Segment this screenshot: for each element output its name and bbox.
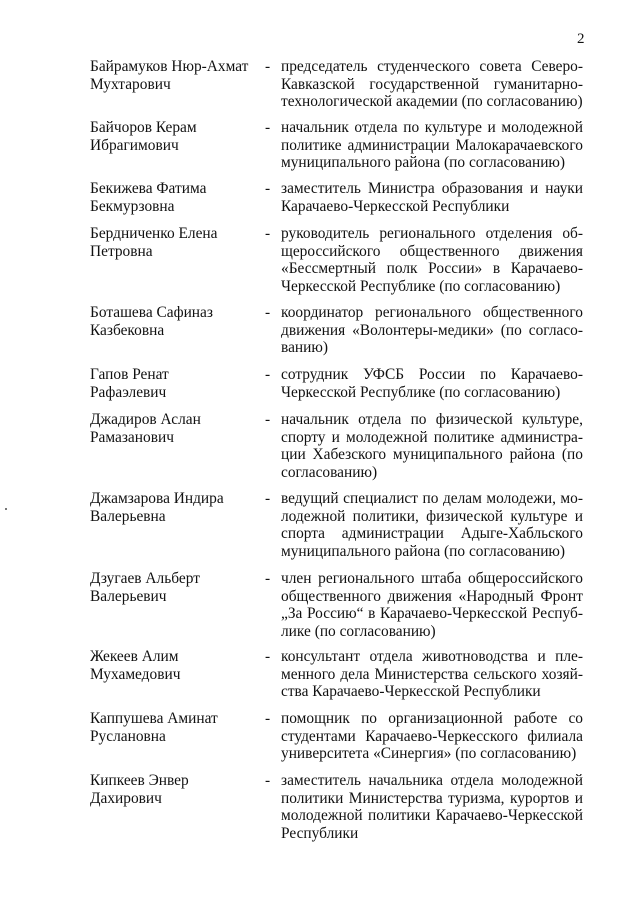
member-position-line: политики Министерства туризма, курортов и [281, 789, 583, 807]
member-name-line: Байчоров Керам [90, 119, 197, 136]
member-position-line: заместитель Министра образования и науки [281, 180, 583, 197]
entry-dash: - [265, 648, 271, 665]
member-position [281, 180, 583, 215]
member-position [281, 490, 583, 560]
entry-dash: - [265, 710, 271, 727]
member-name-line: Байрамуков Нюр-Ахмат [90, 58, 249, 75]
member-position [281, 570, 583, 640]
member-name [90, 225, 260, 260]
member-name-line: Дахирович [90, 789, 162, 807]
member-name [90, 366, 260, 401]
member-name-line: Кипкеев Энвер [90, 772, 189, 789]
entry-dash: - [265, 366, 271, 383]
member-position-line: муниципального района (по согласованию) [281, 542, 566, 560]
member-name-line: Гапов Ренат [90, 366, 169, 383]
member-position [281, 772, 583, 842]
member-name [90, 58, 260, 93]
member-name-line: Рамазанович [90, 428, 174, 446]
member-position-line: сотрудник УФСБ России по Карачаево- [281, 366, 583, 383]
entry-dash: - [265, 490, 271, 507]
member-position-line: ции Хабезского муниципального района (по [281, 446, 583, 464]
member-name-line: Жекеев Алим [90, 648, 179, 665]
member-name [90, 411, 260, 446]
member-name-line: Дзугаев Альберт [90, 570, 200, 587]
member-name-line: Ибрагимович [90, 136, 179, 154]
member-position [281, 648, 583, 701]
member-position [281, 411, 583, 481]
member-position-line: Кавказской государственной гуманитарно- [281, 75, 583, 93]
member-name [90, 570, 260, 605]
member-position-line: председатель студенческого совета Северо- [281, 58, 583, 75]
member-position-line: общественного движения «Народный Фронт [281, 587, 583, 605]
member-position-line: движения «Волонтеры-медики» (по согласо- [281, 321, 583, 339]
member-position-line: политике администрации Малокарачаевского [281, 136, 583, 154]
member-position-line: Черкесской Республике (по согласованию) [281, 277, 561, 295]
member-position-line: молодежной политики Карачаево-Черкесской [281, 807, 583, 825]
member-name [90, 304, 260, 339]
member-name [90, 490, 260, 525]
page-number: 2 [577, 31, 585, 47]
member-position-line: щероссийского общественного движения [281, 242, 583, 260]
entry-dash: - [265, 304, 271, 321]
member-position-line: начальник отдела по культуре и молодежной [281, 119, 583, 136]
member-position-line: менного дела Министерства сельского хозяй- [281, 665, 583, 683]
member-position-line: студентами Карачаево-Черкесского филиала [281, 727, 583, 745]
member-name-line: Бекижева Фатима [90, 180, 207, 197]
member-position [281, 366, 583, 401]
member-position-line: „За Россию“ в Карачаево-Черкесской Респуб- [281, 605, 583, 623]
member-position-line: ведущий специалист по делам молодежи, мо- [281, 490, 583, 507]
entry-dash: - [265, 772, 271, 789]
member-name-line: Валерьевич [90, 587, 167, 605]
entry-dash: - [265, 570, 271, 587]
member-name-line: Мухтарович [90, 75, 171, 93]
member-position-line: консультант отдела животноводства и пле- [281, 648, 583, 665]
member-position [281, 225, 583, 295]
margin-mark [5, 508, 7, 510]
member-position-line: заместитель начальника отдела молодежной [281, 772, 583, 789]
member-position [281, 304, 583, 357]
entry-dash: - [265, 58, 271, 75]
member-name-line: Джамзарова Индира [90, 490, 224, 507]
member-name-line: Бердниченко Елена [90, 225, 218, 242]
member-position-line: ства Карачаево-Черкесской Республики [281, 683, 541, 701]
member-name-line: Валерьевна [90, 507, 166, 525]
member-position-line: ванию) [281, 339, 328, 357]
member-name [90, 648, 260, 683]
member-position-line: координатор регионального общественного [281, 304, 583, 321]
member-position-line: «Бессмертный полк России» в Карачаево- [281, 260, 583, 278]
member-position [281, 119, 583, 172]
member-position-line: помощник по организационной работе со [281, 710, 583, 727]
member-position-line: Республики [281, 824, 359, 842]
member-position-line: лике (по согласованию) [281, 622, 436, 640]
member-position-line: согласованию) [281, 463, 378, 481]
member-position-line: спорту и молодежной политике администра- [281, 428, 583, 446]
entry-dash: - [265, 411, 271, 428]
member-name-line: Руслановна [90, 727, 166, 745]
member-position-line: лодежной политики, физической культуре и [281, 507, 583, 525]
member-name-line: Казбековна [90, 321, 165, 339]
entry-dash: - [265, 119, 271, 136]
member-name-line: Боташева Сафиназ [90, 304, 213, 321]
member-position-line: начальник отдела по физической культуре, [281, 411, 583, 428]
entry-dash: - [265, 180, 271, 197]
member-name [90, 119, 260, 154]
entry-dash: - [265, 225, 271, 242]
member-position [281, 58, 583, 111]
member-name-line: Джадиров Аслан [90, 411, 201, 428]
member-name-line: Петровна [90, 242, 153, 260]
member-position-line: член регионального штаба общероссийского [281, 570, 583, 587]
member-name-line: Мухамедович [90, 665, 181, 683]
member-name-line: Каппушева Аминат [90, 710, 218, 727]
member-name-line: Бекмурзовна [90, 197, 175, 215]
member-name-line: Рафаэлевич [90, 383, 167, 401]
member-position-line: Карачаево-Черкесской Республики [281, 197, 510, 215]
member-name [90, 710, 260, 745]
member-position-line: технологической академии (по согласованию) [281, 93, 583, 111]
member-name [90, 772, 260, 807]
member-name [90, 180, 260, 215]
member-position-line: Черкесской Республике (по согласованию) [281, 383, 561, 401]
member-position-line: муниципального района (по согласованию) [281, 154, 566, 172]
member-position-line: руководитель регионального отделения об- [281, 225, 583, 242]
member-position-line: спорта администрации Адыге-Хабльского [281, 525, 583, 543]
member-position [281, 710, 583, 763]
member-position-line: университета «Синергия» (по согласованию) [281, 745, 577, 763]
